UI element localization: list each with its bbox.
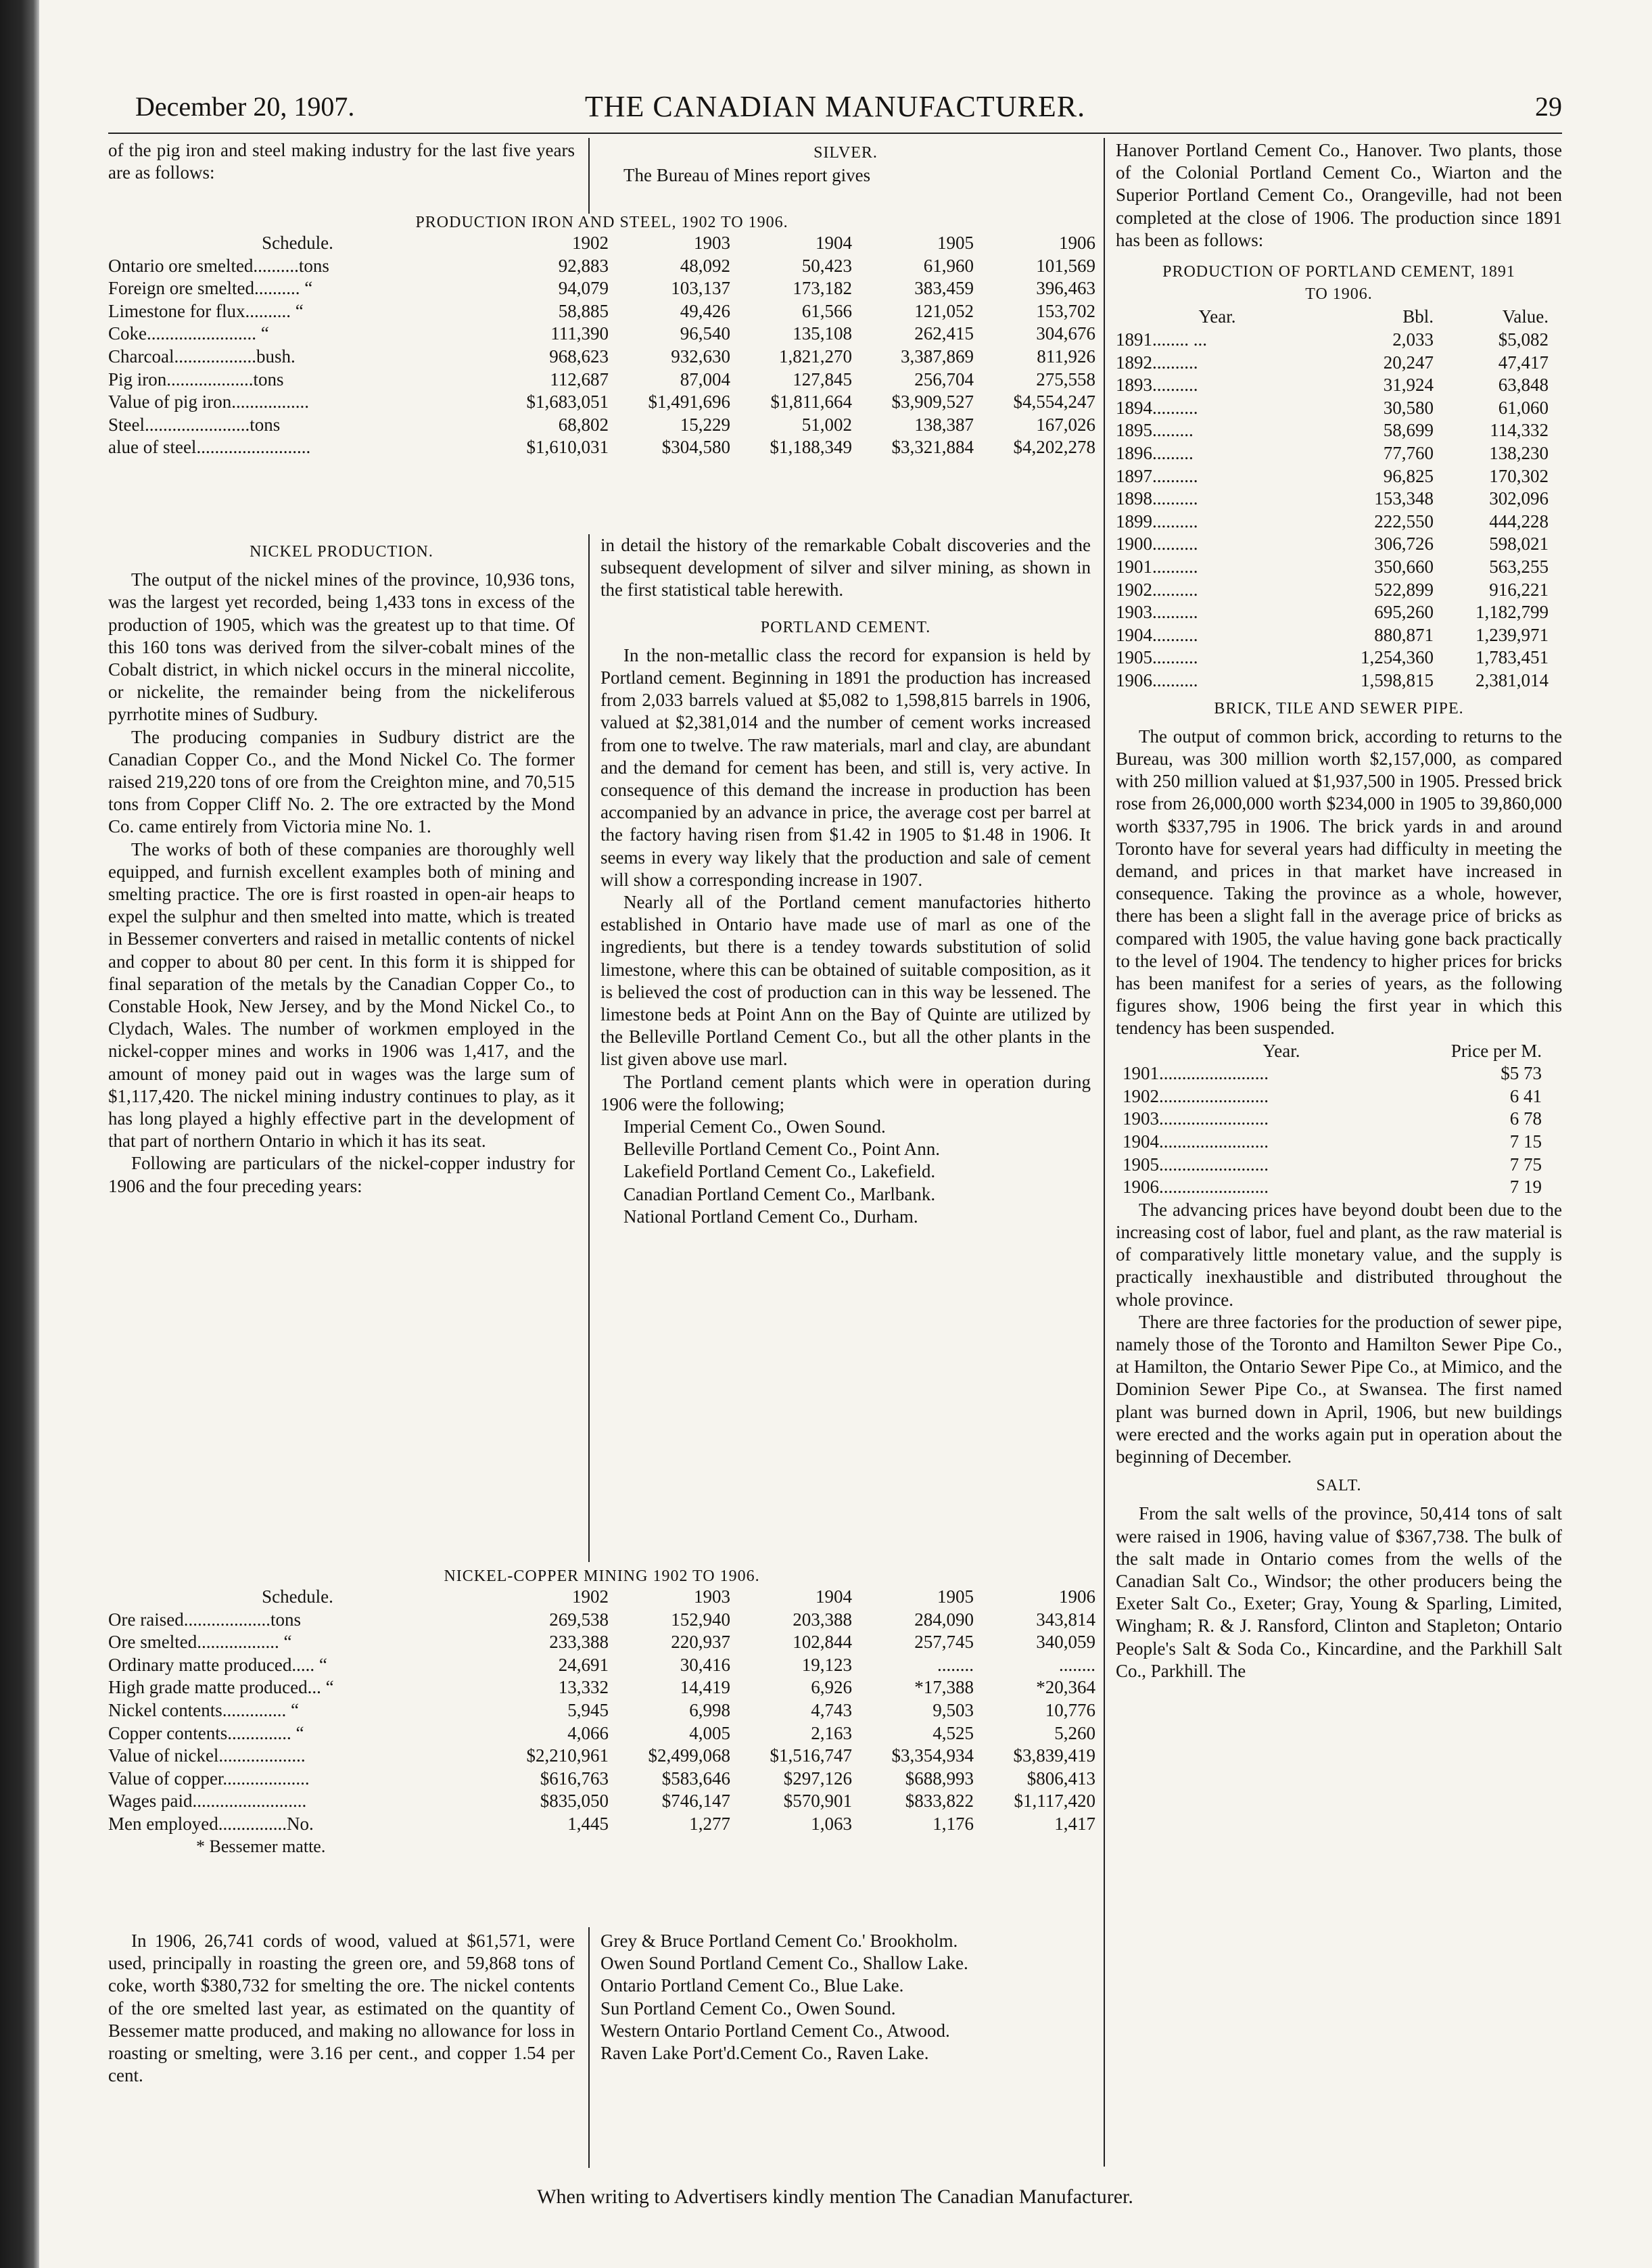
column-header: Price per M. <box>1450 1040 1542 1061</box>
table-row <box>1116 488 1549 511</box>
column-header: 1906 <box>1059 233 1095 253</box>
cell-value: $1,610,031 <box>526 437 609 458</box>
table-row <box>1123 1085 1542 1108</box>
column-header: Schedule. <box>262 1586 333 1607</box>
cell-value: 4,743 <box>811 1699 852 1720</box>
cell-value: 96,540 <box>680 323 730 344</box>
cement-plant-list <box>600 1116 1091 1228</box>
plant-list-continued <box>600 1930 1091 2064</box>
row-label: 1895......... <box>1116 420 1194 441</box>
cell-value: 94,079 <box>558 278 609 299</box>
table-row <box>108 1768 1095 1791</box>
cell-value: 2,163 <box>811 1722 852 1743</box>
cell-value: $583,646 <box>661 1768 730 1789</box>
cell-value: 87,004 <box>680 369 730 389</box>
column-header: 1905 <box>937 233 974 253</box>
cell-value: 6,926 <box>811 1677 852 1698</box>
cell-value: 9,503 <box>933 1699 974 1720</box>
portland-cement-section <box>600 534 1091 1228</box>
salt-heading: SALT. <box>1316 1477 1362 1495</box>
table-row <box>1116 601 1549 624</box>
cell-value: $616,763 <box>540 1768 609 1789</box>
cell-value: ........ <box>1059 1654 1095 1675</box>
table-row <box>1116 579 1549 602</box>
nickel-fuel-note <box>108 1930 575 2087</box>
table-row <box>108 255 1095 278</box>
list-item: Owen Sound Portland Cement Co., Shallow Lake. <box>600 1953 968 1974</box>
cell-value: 811,926 <box>1037 346 1095 367</box>
cell-value: 152,940 <box>671 1609 730 1630</box>
right-column <box>1116 139 1562 1682</box>
silver-line: The Bureau of Mines report gives <box>623 165 871 186</box>
page-number: 29 <box>1535 91 1562 122</box>
cell-value: 257,745 <box>914 1632 974 1653</box>
cell-value: 173,182 <box>793 278 852 299</box>
cell-value: 48,092 <box>680 255 730 276</box>
column-divider-left-mid <box>588 534 590 1562</box>
cell-value: 233,388 <box>549 1632 609 1653</box>
fuel-paragraph: In 1906, 26,741 cords of wood, valued at $61,571, were used, principally in roasting the green ore, and 59,868 tons of coke, worth $380,732 for smelting the ore. The nickel contents of the ore smelted last year, as estimated on the quantity of Bessemer matte produced, and making no allowance for loss in roasting or smelting, were 3.16 per cent., and copper 1.54 per cent. <box>108 1931 575 2086</box>
cell-value: 932,630 <box>671 346 730 367</box>
list-item: Raven Lake Port'd.Cement Co., Raven Lake. <box>600 2043 929 2064</box>
table-row <box>108 1609 1095 1632</box>
cell-value: 256,704 <box>914 369 974 389</box>
cell-value: ........ <box>937 1654 974 1675</box>
cell-value: $833,822 <box>905 1791 974 1812</box>
cell-value: 167,026 <box>1036 414 1095 435</box>
cell-value: 5,260 <box>1054 1722 1095 1743</box>
cell-value: 51,002 <box>801 414 852 435</box>
cell-value: 58,885 <box>558 300 609 321</box>
table-header-row <box>108 232 1095 255</box>
cell-value: 695,260 <box>1374 602 1434 623</box>
table-row <box>1123 1154 1542 1177</box>
cell-value: 61,060 <box>1498 397 1549 418</box>
row-label: Coke........................ “ <box>108 323 269 344</box>
table-row <box>1116 465 1549 488</box>
cell-value: 275,558 <box>1036 369 1095 389</box>
row-label: 1902.......... <box>1116 579 1198 600</box>
cell-value: 13,332 <box>558 1677 609 1698</box>
cell-value: 6,998 <box>689 1699 730 1720</box>
column-header: 1904 <box>816 233 852 253</box>
cell-value: 916,221 <box>1489 579 1549 600</box>
row-label: 1904.......... <box>1116 624 1198 645</box>
column-header: Year. <box>1198 306 1236 327</box>
row-label: Ontario ore smelted..........tons <box>108 255 329 276</box>
row-label: Value of copper................... <box>108 1768 310 1789</box>
cell-value: $4,554,247 <box>1013 392 1095 412</box>
iron-steel-table <box>108 232 1095 459</box>
cell-value: $1,117,420 <box>1014 1791 1095 1812</box>
cell-value: 4,525 <box>933 1722 974 1743</box>
row-label: 1892.......... <box>1116 352 1198 373</box>
list-item: Canadian Portland Cement Co., Marlbank. <box>623 1183 936 1204</box>
cell-value: 96,825 <box>1383 465 1434 486</box>
cell-value: 444,228 <box>1489 511 1549 531</box>
cell-value: 2,381,014 <box>1476 669 1549 690</box>
table-row <box>108 1676 1095 1699</box>
nickel-paragraph: The output of the nickel mines of the province, 10,936 tons, was the largest yet recorded, being 1,433 tons in excess of the production of 1905, which was the greatest up to that time. Of this 160 tons was derived from the silver-cobalt mines of the Cobalt district, in which nickel occurs in the mineral niccolite, or nickelite, the remainder being from the nickeliferous pyrrhotite mines of Sudbury. <box>108 569 575 725</box>
table-row <box>1123 1176 1542 1199</box>
cell-value: 7 15 <box>1509 1131 1542 1152</box>
row-label: 1903.......... <box>1116 602 1198 623</box>
cell-value: $5 73 <box>1501 1063 1542 1084</box>
row-label: 1905.......... <box>1116 647 1198 668</box>
cell-value: 30,580 <box>1383 397 1434 418</box>
cell-value: $688,993 <box>905 1768 974 1789</box>
cell-value: 284,090 <box>914 1609 974 1630</box>
table-row <box>1116 556 1549 579</box>
cell-value: 522,899 <box>1374 579 1434 600</box>
nickel-copper-table <box>108 1586 1095 1836</box>
cell-value: 19,123 <box>801 1654 852 1675</box>
table-row <box>108 1654 1095 1677</box>
table-row <box>1116 397 1549 420</box>
row-label: 1891........ ... <box>1116 329 1207 350</box>
cell-value: 220,937 <box>671 1632 730 1653</box>
table-row <box>108 346 1095 369</box>
cell-value: 222,550 <box>1374 511 1434 531</box>
iron-steel-table-block <box>108 214 1095 459</box>
table-row <box>108 1722 1095 1745</box>
table-row <box>108 391 1095 414</box>
row-label: Ore smelted.................. “ <box>108 1632 292 1653</box>
list-item: Lakefield Portland Cement Co., Lakefield. <box>623 1161 936 1182</box>
cell-value: 6 41 <box>1509 1085 1542 1106</box>
cell-value: 20,247 <box>1383 352 1434 373</box>
cell-value: 1,598,815 <box>1361 669 1434 690</box>
row-label: 1906........................ <box>1123 1177 1269 1198</box>
row-label: 1900.......... <box>1116 534 1198 554</box>
cell-value: 58,699 <box>1383 420 1434 441</box>
row-label: 1901........................ <box>1123 1063 1269 1084</box>
cell-value: 30,416 <box>680 1654 730 1675</box>
list-item: Ontario Portland Cement Co., Blue Lake. <box>600 1975 904 1996</box>
silver-continuation: in detail the history of the remarkable Cobalt discoveries and the subsequent development of silver and silver mining, as shown in the first statistical table herewith. <box>600 535 1091 600</box>
row-label: Men employed...............No. <box>108 1813 314 1834</box>
sewer-pipe-paragraph: There are three factories for the production of sewer pipe, namely those of the Toronto and Hamilton Sewer Pipe Co., at Hamilton, the Ontario Sewer Pipe Co., at Mimico, and the Dominion Sewer Pipe Co., at Swansea. The first named plant was burned down in April, 1906, but new buildings were erected and the works again put in operation about the beginning of December. <box>1116 1311 1562 1467</box>
table-row <box>108 300 1095 323</box>
row-label: 1906.......... <box>1116 669 1198 690</box>
cell-value: 880,871 <box>1374 624 1434 645</box>
cell-value: 170,302 <box>1489 465 1549 486</box>
cell-value: 343,814 <box>1036 1609 1095 1630</box>
cell-value: *17,388 <box>914 1677 974 1698</box>
cell-value: 135,108 <box>793 323 852 344</box>
nickel-paragraph: The works of both of these companies are thoroughly well equipped, and furnish excellent examples both of mining and smelting practice. The ore is first roasted in open-air heaps to expel the sulphur and then smelted into matte, which is treated in Bessemer converters and raised in metallic contents of nickel and copper to about 80 per cent. In this form it is shipped for final separation of the metals by the Canadian Copper Co., to Constable Hook, New Jersey, and by the Mond Nickel Co., to Clydach, Wales. The number of workmen employed in the nickel-copper mines and works in 1906 was 1,417, and the amount of money paid out in wages was the large sum of $1,117,420. The nickel mining industry continues to play, as it has long played a highly effective part in the development of that part of northern Ontario in which it has its seat. <box>108 838 575 1152</box>
nickel-production-section <box>108 534 575 1198</box>
cell-value: 15,229 <box>680 414 730 435</box>
cell-value: 1,783,451 <box>1476 647 1549 668</box>
table-row <box>1116 374 1549 397</box>
row-label: Limestone for flux.......... “ <box>108 300 304 321</box>
cell-value: $5,082 <box>1498 329 1549 350</box>
cell-value: $297,126 <box>783 1768 852 1789</box>
row-label: 1903........................ <box>1123 1108 1269 1129</box>
cell-value: 302,096 <box>1489 488 1549 509</box>
cell-value: $835,050 <box>540 1791 609 1812</box>
table-row <box>108 277 1095 300</box>
cell-value: 3,387,869 <box>901 346 974 367</box>
row-label: Ordinary matte produced..... “ <box>108 1654 327 1675</box>
cell-value: 5,945 <box>567 1699 609 1720</box>
column-divider-right <box>1104 138 1105 2167</box>
after-price-paragraph: The advancing prices have beyond doubt been due to the increasing cost of labor, fuel and plant, as the raw material is of comparatively little monetary value, and the supply is practically inexhaustible and distributed throughout the whole province. <box>1116 1199 1562 1310</box>
cell-value: 563,255 <box>1489 556 1549 577</box>
cell-value: 1,821,270 <box>779 346 852 367</box>
cell-value: 102,844 <box>793 1632 852 1653</box>
brick-heading: BRICK, TILE AND SEWER PIPE. <box>1214 699 1464 717</box>
column-divider-left-bottom <box>588 1927 590 2168</box>
book-spine-shadow <box>0 0 39 2268</box>
portland-cement-heading: PORTLAND CEMENT. <box>760 618 931 636</box>
row-label: 1901.......... <box>1116 556 1198 577</box>
list-item: Belleville Portland Cement Co., Point Ann. <box>623 1139 940 1160</box>
cell-value: $4,202,278 <box>1013 437 1095 458</box>
row-label: 1897.......... <box>1116 465 1198 486</box>
table-row <box>1116 646 1549 669</box>
cell-value: $3,839,419 <box>1013 1745 1095 1766</box>
cell-value: *20,364 <box>1036 1677 1095 1698</box>
cell-value: 1,277 <box>689 1813 730 1834</box>
silver-section <box>600 139 1091 187</box>
cell-value: 7 75 <box>1509 1154 1542 1175</box>
table-row <box>1116 352 1549 375</box>
cell-value: 4,005 <box>689 1722 730 1743</box>
row-label: High grade matte produced... “ <box>108 1677 334 1698</box>
table-row <box>108 1790 1095 1813</box>
nickel-copper-table-block <box>108 1567 1095 1858</box>
table-row <box>108 369 1095 392</box>
nickel-copper-table-caption: NICKEL-COPPER MINING 1902 TO 1906. <box>444 1567 760 1585</box>
cell-value: 14,419 <box>680 1677 730 1698</box>
table-row <box>1123 1108 1542 1131</box>
cell-value: $1,811,664 <box>770 392 852 412</box>
cell-value: 340,059 <box>1036 1632 1095 1653</box>
row-label: Value of pig iron................. <box>108 392 309 412</box>
cell-value: 968,623 <box>549 346 609 367</box>
table-row <box>1116 624 1549 647</box>
cell-value: $1,491,696 <box>648 392 730 412</box>
cell-value: 1,063 <box>811 1813 852 1834</box>
cell-value: 10,776 <box>1045 1699 1095 1720</box>
row-label: 1896......... <box>1116 442 1194 463</box>
table-header-row <box>1123 1040 1542 1063</box>
salt-paragraph: From the salt wells of the province, 50,414 tons of salt were raised in 1906, having value of $367,738. The bulk of the salt made in Ontario comes from the wells of the Canadian Salt Co., Windsor; the other producers being the Exeter Salt Co., Exeter; Gray, Young & Sparling, Limited, Wingham; R. & J. Ransford, Clinton and Stapleton; Ontario People's Salt & Soda Co., Kincardine, and the Parkhill Salt Co., Parkhill. The <box>1116 1503 1562 1681</box>
table-row <box>1116 329 1549 352</box>
cell-value: 7 19 <box>1509 1177 1542 1198</box>
cell-value: 350,660 <box>1374 556 1434 577</box>
cell-value: 92,883 <box>558 255 609 276</box>
cement-paragraph: Nearly all of the Portland cement manufactories hitherto established in Ontario have made use of marl as one of the ingredients, but there is a tendey towards substitution of solid limestone, where this can be obtained of suitable composition, as it is believed the cost of production can in this way be lessened. The limestone beds at Point Ann on the Bay of Quinte are utilized by the Belleville Portland Cement Co., but all the other plants in the list given above use marl. <box>600 892 1091 1070</box>
row-label: alue of steel......................... <box>108 437 311 458</box>
cell-value: $1,683,051 <box>526 392 609 412</box>
row-label: Pig iron...................tons <box>108 369 284 389</box>
list-item: Sun Portland Cement Co., Owen Sound. <box>600 1998 896 2018</box>
column-header: 1904 <box>816 1586 852 1607</box>
table-header-row <box>108 1586 1095 1609</box>
table-row <box>1116 669 1549 692</box>
cell-value: $806,413 <box>1026 1768 1095 1789</box>
nickel-paragraph: The producing companies in Sudbury district are the Canadian Copper Co., and the Mond Nickel Co. The former raised 219,220 tons of ore from the Creighton mine, and 70,515 tons from Copper Cliff No. 2. The ore extracted by the Mond Co. came entirely from Victoria mine No. 1. <box>108 726 575 837</box>
cell-value: 31,924 <box>1383 375 1434 396</box>
column-header: Year. <box>1262 1040 1300 1061</box>
cell-value: $3,321,884 <box>891 437 974 458</box>
cell-value: 306,726 <box>1374 534 1434 554</box>
table-row <box>1116 442 1549 465</box>
cell-value: 304,676 <box>1036 323 1095 344</box>
row-label: Foreign ore smelted.......... “ <box>108 278 313 299</box>
cell-value: 138,230 <box>1489 442 1549 463</box>
cell-value: 269,538 <box>549 1609 609 1630</box>
cell-value: 112,687 <box>550 369 609 389</box>
cell-value: 47,417 <box>1498 352 1549 373</box>
row-label: 1904........................ <box>1123 1131 1269 1152</box>
cell-value: 1,182,799 <box>1476 602 1549 623</box>
newspaper-page <box>81 0 1589 2268</box>
cell-value: 4,066 <box>567 1722 609 1743</box>
nickel-production-heading: NICKEL PRODUCTION. <box>250 543 433 561</box>
silver-heading: SILVER. <box>813 144 878 162</box>
row-label: Steel.......................tons <box>108 414 281 435</box>
cell-value: 103,137 <box>671 278 730 299</box>
column-divider-top <box>588 138 590 214</box>
publication-title: THE CANADIAN MANUFACTURER. <box>584 90 1086 123</box>
cell-value: 24,691 <box>558 1654 609 1675</box>
cell-value: $1,188,349 <box>770 437 852 458</box>
list-item: National Portland Cement Co., Durham. <box>623 1206 918 1227</box>
cell-value: 6 78 <box>1509 1108 1542 1129</box>
list-item: Grey & Bruce Portland Cement Co.' Brookholm. <box>600 1931 958 1951</box>
column-header: Schedule. <box>262 233 333 253</box>
column-header: 1906 <box>1059 1586 1095 1607</box>
table-row <box>1123 1062 1542 1085</box>
list-item: Western Ontario Portland Cement Co., Atwood. <box>600 2020 950 2041</box>
table-footnote: * Bessemer matte. <box>196 1836 326 1856</box>
cell-value: 121,052 <box>914 300 974 321</box>
column-header: 1902 <box>572 233 609 253</box>
brick-price-table <box>1123 1040 1542 1199</box>
header-rule <box>108 133 1562 134</box>
iron-steel-intro <box>108 139 575 184</box>
table-row <box>108 1813 1095 1836</box>
table-row <box>1116 533 1549 556</box>
cell-value: 50,423 <box>801 255 852 276</box>
table-row <box>108 436 1095 459</box>
cell-value: 203,388 <box>793 1609 852 1630</box>
cell-value: 153,702 <box>1036 300 1095 321</box>
row-label: 1898.......... <box>1116 488 1198 509</box>
column-header: Value. <box>1502 306 1549 327</box>
cell-value: $304,580 <box>661 437 730 458</box>
cell-value: $2,210,961 <box>526 1745 609 1766</box>
cement-plant-list-continued <box>600 1930 1091 2064</box>
intro-text: of the pig iron and steel making industry for the last five years are as follows: <box>108 140 575 183</box>
cell-value: 1,176 <box>933 1813 974 1834</box>
iron-steel-table-caption: PRODUCTION IRON AND STEEL, 1902 TO 1906. <box>415 214 788 231</box>
column-header: 1905 <box>937 1586 974 1607</box>
row-label: 1905........................ <box>1123 1154 1269 1175</box>
list-item: Imperial Cement Co., Owen Sound. <box>623 1116 886 1137</box>
table-row <box>1116 419 1549 442</box>
cell-value: 138,387 <box>914 414 974 435</box>
table-row <box>108 1699 1095 1722</box>
brick-paragraph: The output of common brick, according to returns to the Bureau, was 300 million worth $2,157,000, as compared with 250 million valued at $1,937,500 in 1905. Pressed brick rose from 26,000,000 worth $234,000 in 1905 to 39,860,000 worth $337,795 in 1906. The brick yards in and around Toronto have for several years had difficulty in meeting the demand, and prices in that market have increased in consequence. Taking the province as a whole, however, there has been a slight fall in the average price of bricks as compared with 1905, the value having gone back practically to the level of 1904. The tendency to higher prices for bricks has been manifest for a series of years, as the following figures show, 1906 being the first year in which this tendency has been suspended. <box>1116 726 1562 1039</box>
cell-value: 153,348 <box>1374 488 1434 509</box>
cell-value: 61,566 <box>801 300 852 321</box>
row-label: 1899.......... <box>1116 511 1198 531</box>
row-label: 1894.......... <box>1116 397 1198 418</box>
cell-value: 1,239,971 <box>1476 624 1549 645</box>
cement-table-caption-2: TO 1906. <box>1305 285 1373 304</box>
cell-value: 114,332 <box>1490 420 1549 441</box>
table-row <box>1123 1131 1542 1154</box>
table-row <box>108 323 1095 346</box>
cell-value: 127,845 <box>793 369 852 389</box>
cell-value: 598,021 <box>1489 534 1549 554</box>
cell-value: $3,354,934 <box>891 1745 974 1766</box>
cement-table-caption-1: PRODUCTION OF PORTLAND CEMENT, 1891 <box>1162 263 1515 281</box>
row-label: Nickel contents.............. “ <box>108 1699 299 1720</box>
row-label: Wages paid......................... <box>108 1791 307 1812</box>
cell-value: $746,147 <box>661 1791 730 1812</box>
cell-value: 61,960 <box>923 255 974 276</box>
cell-value: $1,516,747 <box>770 1745 852 1766</box>
hanover-text: Hanover Portland Cement Co., Hanover. Two plants, those of the Colonial Portland Cement Co., Wiarton and the Superior Portland Cement Co., Orangeville, had not been completed at the close of 1906. The production since 1891 has been as follows: <box>1116 140 1562 250</box>
page-footer: When writing to Advertisers kindly mention The Canadian Manufacturer. <box>537 2186 1133 2208</box>
column-header: 1903 <box>694 233 730 253</box>
row-label: 1893.......... <box>1116 375 1198 396</box>
nickel-paragraph: Following are particulars of the nickel-copper industry for 1906 and the four preceding years: <box>108 1153 575 1196</box>
cement-paragraph: In the non-metallic class the record for expansion is held by Portland cement. Beginning in 1891 the production has increased from 2,033 barrels valued at $5,082 to 1,598,815 barrels in 1906, valued at $2,381,014 and the number of cement works increased from one to twelve. The raw materials, marl and clay, are abundant and the demand for cement has been, and still is, very active. In consequence of this demand the increase in production has been accompanied by an advance in price, the average cost per barrel at the factory having risen from $1.42 in 1905 to $1.48 in 1906. It seems in every way likely that the production and sale of cement will show a corresponding increase in 1907. <box>600 644 1091 890</box>
cell-value: 262,415 <box>914 323 974 344</box>
cell-value: 2,033 <box>1392 329 1434 350</box>
cell-value: 1,445 <box>567 1813 609 1834</box>
row-label: Charcoal..................bush. <box>108 346 296 367</box>
cell-value: 77,760 <box>1383 442 1434 463</box>
cell-value: 68,802 <box>558 414 609 435</box>
table-row <box>1116 511 1549 534</box>
cement-paragraph: The Portland cement plants which were in operation during 1906 were the following; <box>600 1071 1091 1114</box>
cell-value: $2,499,068 <box>648 1745 730 1766</box>
table-header-row <box>1116 306 1549 329</box>
row-label: Ore raised...................tons <box>108 1609 301 1630</box>
cell-value: 383,459 <box>914 278 974 299</box>
cell-value: 49,426 <box>680 300 730 321</box>
table-row <box>108 1631 1095 1654</box>
cell-value: 1,417 <box>1054 1813 1095 1834</box>
row-label: 1902........................ <box>1123 1085 1269 1106</box>
table-row <box>108 414 1095 437</box>
cell-value: $3,909,527 <box>891 392 974 412</box>
cell-value: 63,848 <box>1498 375 1549 396</box>
column-header: 1903 <box>694 1586 730 1607</box>
column-header: 1902 <box>572 1586 609 1607</box>
issue-date: December 20, 1907. <box>135 91 355 122</box>
row-label: Value of nickel................... <box>108 1745 306 1766</box>
table-row <box>108 1745 1095 1768</box>
column-header: Bbl. <box>1402 306 1434 327</box>
portland-cement-table <box>1116 306 1549 692</box>
cell-value: 111,390 <box>550 323 609 344</box>
cell-value: $570,901 <box>783 1791 852 1812</box>
cell-value: 101,569 <box>1036 255 1095 276</box>
cell-value: 396,463 <box>1036 278 1095 299</box>
row-label: Copper contents.............. “ <box>108 1722 304 1743</box>
cell-value: 1,254,360 <box>1361 647 1434 668</box>
